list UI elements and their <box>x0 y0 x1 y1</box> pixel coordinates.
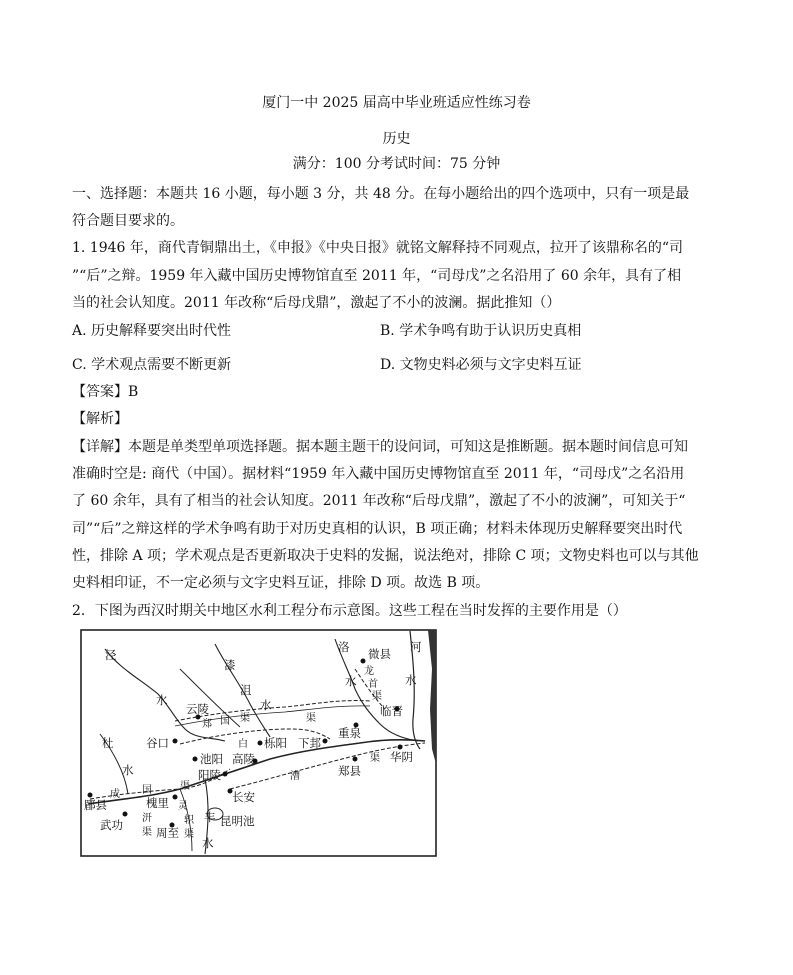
map-label: 杜 <box>102 736 114 750</box>
map-label: 郿县 <box>84 798 107 812</box>
q1-detail-line: 了 60 余年，具有了相当的社会认知度。2011 年改称“后母戊鼎”，激起了不小的波澜”，可知关于“ <box>72 493 686 509</box>
map-label: 白 <box>238 739 248 750</box>
q1-option-d[interactable]: D. 文物史料必须与文字史料互证 <box>380 357 582 373</box>
map-label: 漆 <box>224 658 236 672</box>
map-label: 灵 <box>178 801 188 812</box>
map-label: 渠 <box>180 781 190 792</box>
map-label: 泾 <box>105 648 117 662</box>
map-label: 水 <box>260 698 272 712</box>
section-instruction-line1: 一、选择题：本题共 16 小题，每小题 3 分，共 48 分。在每小题给出的四个选项中，只有一项是最 <box>72 186 690 202</box>
q1-option-b[interactable]: B. 学术争鸣有助于认识历史真相 <box>380 323 582 339</box>
map-label: 阳陵 <box>198 768 221 782</box>
q1-detail-line: 性，排除 A 项；学术观点是否更新取决于史料的发掘，说法绝对，排除 C 项；文物史料也可以与其他 <box>72 548 699 564</box>
map-label: 渠 <box>370 753 380 764</box>
map-label: 洛 <box>338 640 350 654</box>
q1-detail-line: 【详解】本题是单类型单项选择题。据本题主题干的设问词，可知这是推断题。据本题时间信息可知 <box>72 439 688 455</box>
map-label: 临晋 <box>380 704 403 718</box>
map-label: 龙 <box>364 666 374 677</box>
map-label: 渠 <box>142 827 152 838</box>
map-label: 沮 <box>240 683 252 697</box>
q1-detail-line: 准确时空是: 商代（中国）。据材料“1959 年入藏中国历史博物馆直至 2011 年，“司母戊”之名沿用 <box>72 466 685 482</box>
guanzhong-water-map <box>80 629 437 857</box>
map-label: 水 <box>156 693 168 707</box>
q1-answer: 【答案】B <box>72 384 139 400</box>
map-label: 云陵 <box>186 702 209 716</box>
exam-subject: 历史 <box>382 131 411 147</box>
q1-stem-line3: 当的社会认知度。2011 年改称“后母戊鼎”，激起了不小的波澜。据此推知（） <box>72 295 561 311</box>
map-label: 微县 <box>368 647 391 661</box>
map-label: 水 <box>345 674 357 688</box>
map-label: 渠 <box>372 691 382 702</box>
q1-stem-line1: 1. 1946 年，商代青铜鼎出土，《申报》《中央日报》就铭文解释持不同观点，拉开了该鼎称名的“司 <box>72 240 684 256</box>
section-instruction-line2: 符合题目要求的。 <box>72 213 184 229</box>
q1-detail-line: 史料相印证，不一定必须与文字史料互证，排除 D 项。故选 B 项。 <box>72 575 490 591</box>
q1-stem-line2: ”“后”之辩。1959 年入藏中国历史博物馆直至 2011 年，“司母戊”之名沿用了 60 余年，具有了相 <box>72 268 682 284</box>
q2-stem: 2．下图为西汉时期关中地区水利工程分布示意图。这些工程在当时发挥的主要作用是（） <box>72 603 627 619</box>
map-label: 高陵 <box>232 752 255 766</box>
q1-option-c[interactable]: C. 学术观点需要不断更新 <box>72 357 232 373</box>
map-label: 昆明池 <box>220 814 255 828</box>
map-label: 长安 <box>232 790 255 804</box>
map-label: 下邽 <box>298 736 321 750</box>
map-label: 渠 <box>306 713 316 724</box>
map-label: 汧 <box>142 813 152 824</box>
map-label: 丰 <box>204 810 216 824</box>
map-label: 槐里 <box>146 796 169 810</box>
map-label: 栎阳 <box>264 736 287 750</box>
map-label: 华阴 <box>390 750 413 764</box>
map-label: 成 <box>110 789 120 800</box>
map-label: 谷口 <box>146 736 169 750</box>
map-label: 渠 <box>184 829 194 840</box>
map-label: 周至 <box>156 826 179 840</box>
exam-meta: 满分：100 分考试时间：75 分钟 <box>292 156 501 172</box>
map-label: 首 <box>368 679 378 690</box>
map-label: 漕 <box>290 771 300 782</box>
q1-detail-line: 司”“后”之辩这样的学术争鸣有助于对历史真相的认识，B 项正确；材料未体现历史解释要突出时代 <box>72 521 683 537</box>
map-label: 池阳 <box>200 752 223 766</box>
map-label: 水 <box>122 763 134 777</box>
map-label: 郑 <box>202 719 212 730</box>
map-label: 河 <box>410 640 422 654</box>
map-label: 国 <box>220 716 230 727</box>
map-label: 轵 <box>184 815 194 826</box>
q1-analysis-label: 【解析】 <box>72 411 128 427</box>
map-label: 渠 <box>240 713 250 724</box>
q1-option-a[interactable]: A. 历史解释要突出时代性 <box>72 323 232 339</box>
map-label: 国 <box>142 785 152 796</box>
map-label: 郑县 <box>338 764 361 778</box>
map-label: 武功 <box>100 818 123 832</box>
map-label: 水 <box>405 673 417 687</box>
exam-title: 厦门一中 2025 届高中毕业班适应性练习卷 <box>262 95 531 111</box>
map-label: 水 <box>202 836 214 850</box>
map-label: 重泉 <box>338 726 361 740</box>
